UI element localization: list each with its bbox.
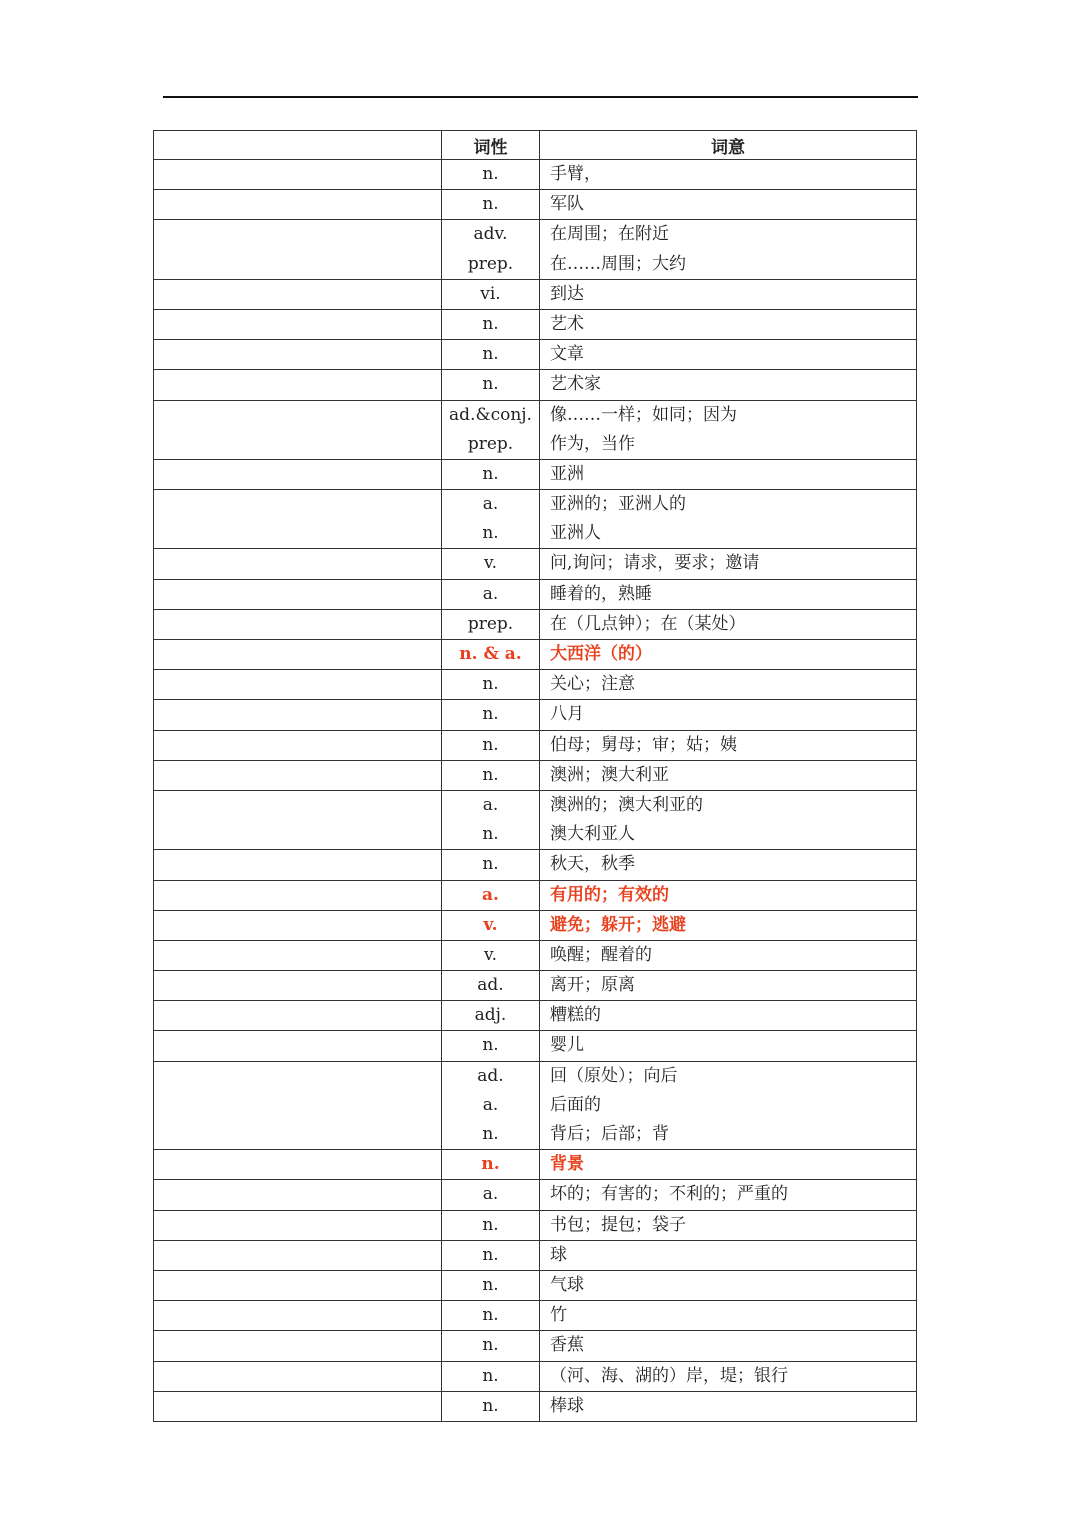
table-row (154, 190, 917, 220)
pos-text: n. (482, 734, 499, 755)
meaning-text: 亚洲人 (550, 523, 601, 544)
word-cell (154, 880, 442, 910)
table-row (154, 549, 917, 579)
pos-text: n. (482, 313, 499, 334)
meaning-cell (540, 309, 917, 339)
meaning-cell (540, 1331, 917, 1361)
pos-cell (442, 640, 540, 670)
pos-text: v. (484, 553, 497, 574)
meaning-text: 唤醒；醒着的 (550, 944, 652, 965)
table-row (154, 1210, 917, 1240)
pos-text: a. (482, 583, 499, 604)
pos-cell (442, 1361, 540, 1391)
pos-text: n. (482, 1124, 499, 1144)
meaning-text: （河、海、湖的）岸，堤；银行 (550, 1365, 788, 1386)
meaning-text: 棒球 (550, 1395, 584, 1416)
word-cell (154, 1180, 442, 1210)
meaning-text: 伯母；舅母；审；姑；姨 (550, 734, 737, 755)
pos-text: n. (482, 764, 499, 785)
pos-text: n. (482, 463, 499, 484)
meaning-cell (540, 1270, 917, 1300)
meaning-cell (540, 971, 917, 1001)
meaning-text: 澳洲；澳大利亚 (550, 764, 669, 785)
pos-text: prep. (467, 613, 514, 634)
word-cell (154, 1270, 442, 1300)
word-cell (154, 790, 442, 849)
meaning-cell (540, 790, 917, 849)
header-pos: 词性 (442, 131, 540, 160)
word-cell (154, 160, 442, 190)
pos-cell (442, 1331, 540, 1361)
meaning-text: 秋天，秋季 (550, 854, 635, 875)
pos-text: v. (483, 914, 498, 935)
meaning-cell (540, 609, 917, 639)
word-cell (154, 1331, 442, 1361)
meaning-text: 到达 (550, 283, 584, 304)
table-row (154, 1391, 917, 1421)
pos-text: vi. (480, 283, 501, 304)
meaning-cell (540, 490, 917, 549)
pos-text: adv. (473, 224, 508, 245)
pos-text: n. (482, 854, 499, 875)
pos-text: n. (482, 674, 499, 695)
pos-cell (442, 1391, 540, 1421)
table-row (154, 160, 917, 190)
word-cell (154, 1150, 442, 1180)
table-body (154, 160, 917, 1422)
meaning-text: 军队 (550, 194, 584, 215)
meaning-cell (540, 640, 917, 670)
pos-cell (442, 670, 540, 700)
header-word (154, 131, 442, 160)
word-cell (154, 1210, 442, 1240)
table-row (154, 340, 917, 370)
table-row (154, 1150, 917, 1180)
meaning-text: 澳大利亚人 (550, 824, 635, 845)
meaning-text: 坏的；有害的；不利的；严重的 (550, 1184, 788, 1205)
pos-cell (442, 1150, 540, 1180)
meaning-text: 大西洋（的） (550, 644, 652, 664)
meaning-cell (540, 760, 917, 790)
meaning-text: 亚洲的；亚洲人的 (550, 494, 686, 515)
meaning-text: 艺术 (550, 313, 584, 334)
table-row (154, 670, 917, 700)
header-rule (163, 96, 918, 98)
meaning-cell (540, 160, 917, 190)
table-row (154, 971, 917, 1001)
meaning-cell (540, 940, 917, 970)
meaning-text: 在周围；在附近 (550, 224, 669, 245)
pos-cell (442, 760, 540, 790)
word-cell (154, 730, 442, 760)
pos-text: n. (482, 824, 499, 845)
pos-cell (442, 1270, 540, 1300)
word-cell (154, 549, 442, 579)
table-row (154, 309, 917, 339)
word-cell (154, 309, 442, 339)
pos-cell (442, 730, 540, 760)
pos-cell (442, 1031, 540, 1061)
word-cell (154, 370, 442, 400)
word-cell (154, 579, 442, 609)
pos-cell (442, 1240, 540, 1270)
pos-text: n. (482, 1244, 499, 1265)
pos-text: n. (481, 1154, 500, 1175)
pos-cell (442, 700, 540, 730)
word-cell (154, 940, 442, 970)
table-row (154, 1361, 917, 1391)
meaning-text: 婴儿 (550, 1035, 584, 1056)
pos-text: a. (482, 1184, 499, 1205)
pos-text: n. (482, 374, 499, 395)
pos-text: a. (482, 794, 499, 815)
meaning-text: 糟糕的 (550, 1005, 601, 1026)
pos-cell (442, 1210, 540, 1240)
meaning-text: 气球 (550, 1274, 584, 1295)
word-cell (154, 700, 442, 730)
meaning-text: 八月 (550, 704, 584, 725)
pos-text: n. (482, 1305, 499, 1326)
pos-text: n. (482, 1365, 499, 1386)
word-cell (154, 340, 442, 370)
pos-text: n. (482, 1395, 499, 1416)
pos-cell (442, 1180, 540, 1210)
pos-cell (442, 279, 540, 309)
pos-text: n. (482, 1274, 499, 1295)
table-row (154, 490, 917, 549)
table-row (154, 790, 917, 849)
meaning-text: 像……一样；如同；因为 (550, 404, 737, 425)
table-row (154, 1240, 917, 1270)
meaning-text: 作为，当作 (550, 433, 635, 454)
meaning-cell (540, 1150, 917, 1180)
meaning-cell (540, 1001, 917, 1031)
meaning-text: 澳洲的；澳大利亚的 (550, 794, 703, 815)
pos-text: n. (482, 1214, 499, 1235)
pos-cell (442, 220, 540, 279)
pos-cell (442, 190, 540, 220)
table-row (154, 1301, 917, 1331)
pos-text: v. (484, 944, 497, 965)
word-cell (154, 1001, 442, 1031)
meaning-cell (540, 190, 917, 220)
meaning-cell (540, 1361, 917, 1391)
table-row (154, 1001, 917, 1031)
table-row (154, 910, 917, 940)
meaning-text: 在（几点钟）；在（某处） (550, 613, 746, 634)
pos-cell (442, 1061, 540, 1150)
pos-text: ad. (477, 1065, 504, 1086)
table-row (154, 730, 917, 760)
pos-cell (442, 790, 540, 849)
table-row (154, 1061, 917, 1150)
word-cell (154, 640, 442, 670)
word-cell (154, 1061, 442, 1150)
header-meaning: 词意 (540, 131, 917, 160)
meaning-text: 有用的；有效的 (550, 884, 669, 905)
table-row (154, 459, 917, 489)
pos-text: a. (482, 884, 499, 905)
pos-cell (442, 309, 540, 339)
pos-text: n. (482, 1035, 499, 1056)
pos-text: n. (482, 704, 499, 725)
table-row (154, 760, 917, 790)
pos-text: a. (482, 494, 499, 515)
meaning-text: 亚洲 (550, 463, 584, 484)
meaning-cell (540, 880, 917, 910)
word-cell (154, 459, 442, 489)
pos-text: a. (482, 1094, 499, 1115)
word-cell (154, 400, 442, 459)
meaning-cell (540, 1180, 917, 1210)
pos-cell (442, 340, 540, 370)
meaning-text: 香蕉 (550, 1335, 584, 1356)
meaning-cell (540, 1061, 917, 1150)
table-row (154, 700, 917, 730)
word-cell (154, 279, 442, 309)
table-row (154, 850, 917, 880)
word-cell (154, 971, 442, 1001)
pos-text: n. (482, 1335, 499, 1356)
pos-cell (442, 940, 540, 970)
meaning-cell (540, 370, 917, 400)
pos-cell (442, 880, 540, 910)
meaning-text: 竹 (550, 1305, 567, 1326)
meaning-text: 后面的 (550, 1094, 601, 1115)
meaning-cell (540, 459, 917, 489)
meaning-cell (540, 220, 917, 279)
table-row (154, 279, 917, 309)
pos-cell (442, 549, 540, 579)
meaning-cell (540, 400, 917, 459)
meaning-cell (540, 1210, 917, 1240)
table-row (154, 370, 917, 400)
meaning-cell (540, 910, 917, 940)
pos-text: adj. (474, 1005, 507, 1026)
meaning-cell (540, 1240, 917, 1270)
pos-cell (442, 1301, 540, 1331)
meaning-text: 问,询问；请求，要求；邀请 (550, 553, 760, 574)
meaning-cell (540, 1391, 917, 1421)
word-cell (154, 670, 442, 700)
meaning-cell (540, 730, 917, 760)
table-row (154, 640, 917, 670)
pos-cell (442, 579, 540, 609)
meaning-text: 避免；躲开；逃避 (550, 914, 686, 935)
pos-text: prep. (467, 433, 514, 454)
word-cell (154, 220, 442, 279)
meaning-cell (540, 1031, 917, 1061)
vocabulary-table (153, 130, 917, 1422)
meaning-text: 球 (550, 1244, 567, 1265)
word-cell (154, 760, 442, 790)
word-cell (154, 1301, 442, 1331)
table-row (154, 1031, 917, 1061)
table-row (154, 1270, 917, 1300)
word-cell (154, 490, 442, 549)
meaning-text: 手臂， (550, 164, 601, 184)
word-cell (154, 1361, 442, 1391)
table-row (154, 220, 917, 279)
word-cell (154, 190, 442, 220)
meaning-text: 在……周围；大约 (550, 253, 686, 274)
meaning-cell (540, 579, 917, 609)
pos-cell (442, 459, 540, 489)
meaning-cell (540, 1301, 917, 1331)
meaning-cell (540, 279, 917, 309)
meaning-cell (540, 700, 917, 730)
pos-cell (442, 400, 540, 459)
pos-cell (442, 370, 540, 400)
table-row (154, 940, 917, 970)
table-row (154, 609, 917, 639)
word-cell (154, 1240, 442, 1270)
meaning-cell (540, 340, 917, 370)
pos-cell (442, 971, 540, 1001)
pos-text: n. (482, 164, 499, 184)
meaning-text: 睡着的，熟睡 (550, 583, 652, 604)
table-header-row (154, 131, 917, 160)
pos-text: n. (482, 194, 499, 215)
meaning-text: 离开；原离 (550, 975, 635, 996)
meaning-text: 文章 (550, 344, 584, 365)
pos-text: n. (482, 523, 499, 544)
pos-text: prep. (467, 253, 514, 274)
meaning-text: 关心；注意 (550, 674, 635, 695)
table-row (154, 579, 917, 609)
table-row (154, 880, 917, 910)
meaning-text: 背景 (550, 1154, 584, 1175)
word-cell (154, 850, 442, 880)
pos-text: ad. (477, 975, 504, 996)
meaning-text: 艺术家 (550, 374, 601, 395)
pos-text: ad.&conj. (449, 404, 532, 425)
pos-cell (442, 609, 540, 639)
table-row (154, 400, 917, 459)
meaning-cell (540, 850, 917, 880)
word-cell (154, 609, 442, 639)
meaning-cell (540, 670, 917, 700)
table-row (154, 1331, 917, 1361)
meaning-text: 书包；提包；袋子 (550, 1214, 686, 1235)
word-cell (154, 1031, 442, 1061)
pos-cell (442, 850, 540, 880)
meaning-cell (540, 549, 917, 579)
meaning-text: 回（原处）；向后 (550, 1065, 678, 1086)
pos-cell (442, 1001, 540, 1031)
pos-cell (442, 490, 540, 549)
pos-text: n. (482, 344, 499, 365)
table-row (154, 1180, 917, 1210)
pos-text: n. & a. (459, 644, 522, 664)
word-cell (154, 910, 442, 940)
pos-cell (442, 910, 540, 940)
word-cell (154, 1391, 442, 1421)
meaning-text: 背后；后部；背 (550, 1124, 669, 1144)
pos-cell (442, 160, 540, 190)
